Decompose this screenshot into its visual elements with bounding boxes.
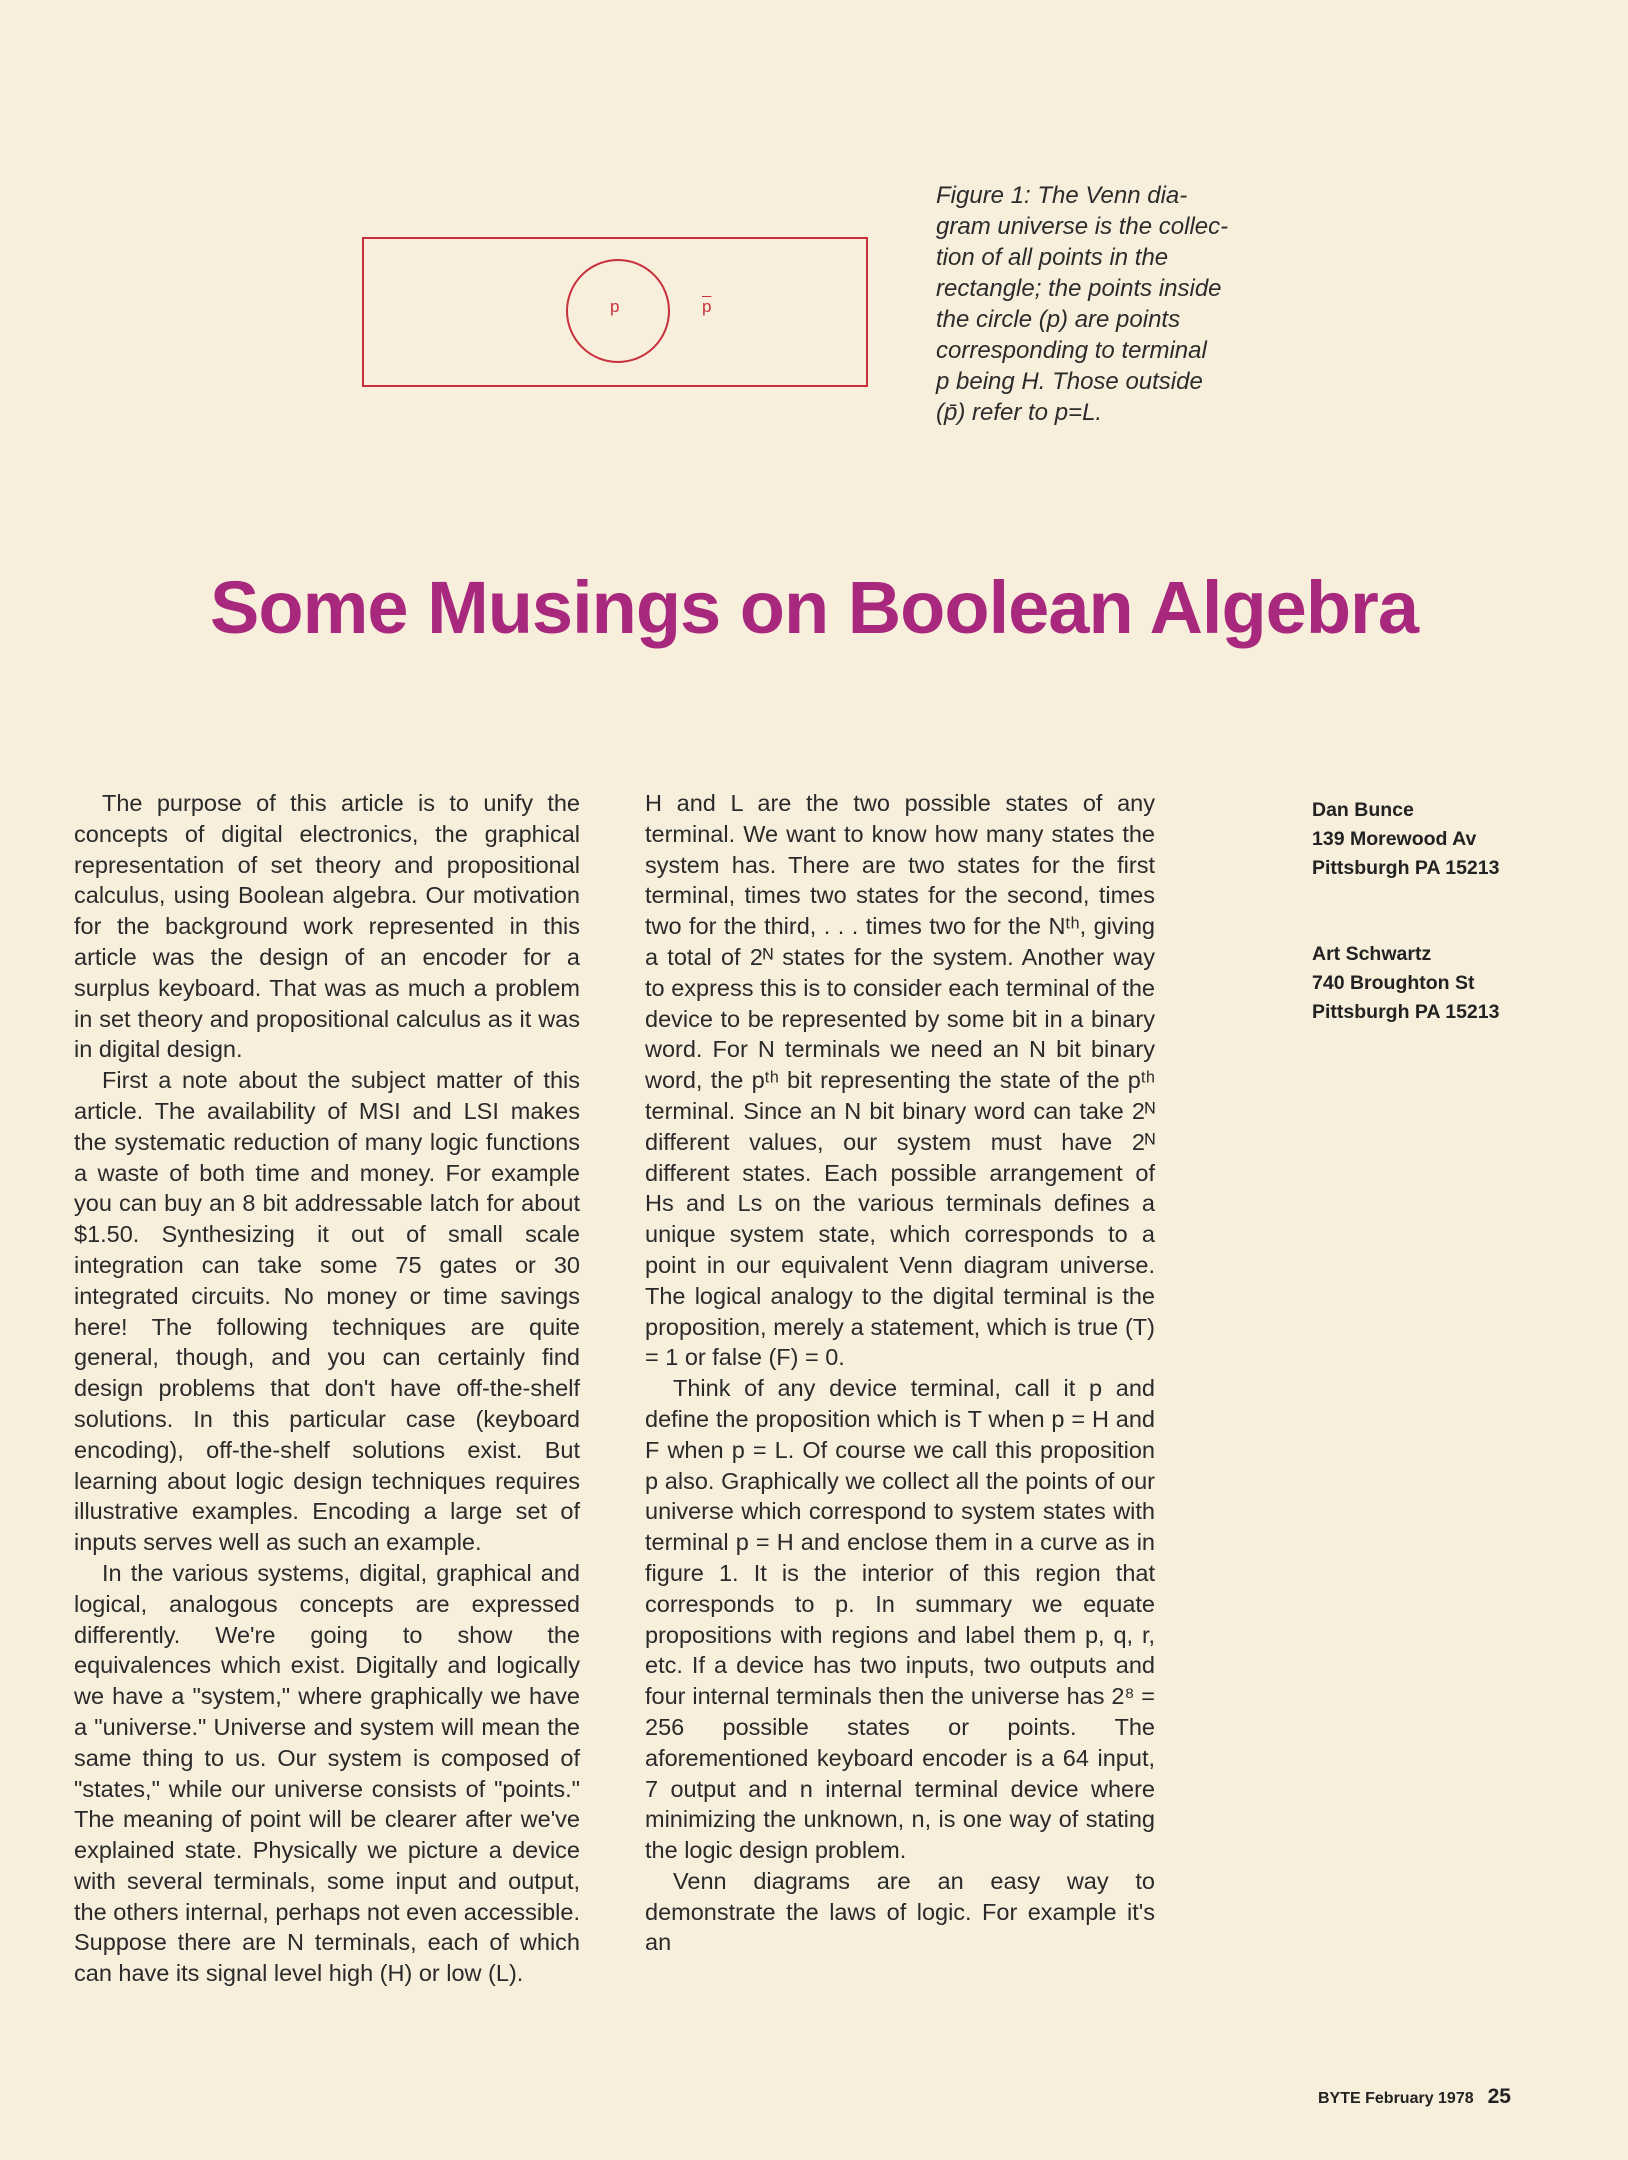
author-city: Pittsburgh PA 15213 — [1312, 857, 1500, 879]
author-block-2 — [1312, 940, 1499, 1027]
caption-line: the circle (p) are points — [936, 306, 1181, 333]
caption-line: (p̄) refer to p=L. — [936, 399, 1103, 426]
paragraph: H and L are the two possible states of any terminal. We want to know how many states the system has. There are two states for the first terminal, times two states for the second, times two for the third, . . . times two for the Nᵗʰ, giving a total of 2ᴺ states for the system. Another way to express this is to consider each terminal of the device to be represented by some bit in a binary word. For N terminals we need an N bit binary word, the pᵗʰ bit representing the state of the pᵗʰ terminal. Since an N bit binary word can take 2ᴺ different values, our system must have 2ᴺ different states. Each possible arrangement of Hs and Ls on the various terminals defines a unique system state, which corresponds to a point in our equivalent Venn diagram universe. The logical analogy to the digital terminal is the proposition, merely a statement, which is true (T) = 1 or false (F) = 0. — [645, 790, 1155, 1371]
author-city: Pittsburgh PA 15213 — [1312, 1001, 1500, 1023]
paragraph: Venn diagrams are an easy way to demonstrate the laws of logic. For example it's an — [645, 1867, 1155, 1956]
author-name: Art Schwartz — [1312, 943, 1432, 965]
page-number: 25 — [1487, 2085, 1511, 2108]
caption-line: tion of all points in the — [936, 244, 1169, 271]
caption-line: p being H. Those outside — [936, 368, 1203, 395]
venn-label-p: p — [610, 297, 620, 316]
article-column-1 — [74, 788, 580, 1989]
paragraph: In the various systems, digital, graphical and logical, analogous concepts are expressed differently. We're going to show the equivalences which exist. Digitally and logically we have a "system," where graphically we have a "universe." Universe and system will mean the same thing to us. Our system is composed of "states," while our universe consists of "points." The meaning of point will be clearer after we've explained state. Physically we picture a device with several terminals, some input and output, the others internal, perhaps not even accessible. Suppose there are N terminals, each of which can have its signal level high (H) or low (L). — [74, 1559, 580, 1987]
page-footer — [1318, 2085, 1511, 2109]
caption-line: rectangle; the points inside — [936, 275, 1222, 302]
author-street: 740 Broughton St — [1312, 972, 1475, 994]
venn-universe-rectangle — [362, 237, 868, 387]
venn-label-not-p: $\overline{p}$ — [702, 297, 712, 316]
caption-line: gram universe is the collec- — [936, 213, 1229, 240]
paragraph: Think of any device terminal, call it p and define the proposition which is T when p = H and F when p = L. Of course we call this proposition p also. Graphically we collect all the points of our universe which correspond to system states with terminal p = H and enclose them in a curve as in figure 1. It is the interior of this region that corresponds to p. In summary we equate propositions with regions and label them p, q, r, etc. If a device has two inputs, two outputs and four internal terminals then the universe has 2⁸ = 256 possible states or points. The aforementioned keyboard encoder is a 64 input, 7 output and n internal terminal device where minimizing the unknown, n, is one way of stating the logic design problem. — [645, 1375, 1155, 1864]
article-column-2 — [645, 788, 1155, 1958]
author-street: 139 Morewood Av — [1312, 828, 1477, 850]
author-block-1 — [1312, 796, 1499, 883]
figure-caption — [936, 180, 1258, 428]
caption-line: Figure 1: The Venn dia- — [936, 182, 1188, 209]
caption-line: corresponding to terminal — [936, 337, 1207, 364]
publication-name: BYTE February 1978 — [1318, 2090, 1474, 2107]
paragraph: First a note about the subject matter of this article. The availability of MSI and LSI makes the systematic reduction of many logic functions a waste of both time and money. For example you can buy an 8 bit addressable latch for about $1.50. Synthesizing it out of small scale integration can take some 75 gates or 30 integrated circuits. No money or time savings here! The following techniques are quite general, though, and you can certainly find design problems that don't have off-the-shelf solutions. In this particular case (keyboard encoding), off-the-shelf solutions exist. But learning about logic design techniques requires illustrative examples. Encoding a large set of inputs serves well as such an example. — [74, 1067, 580, 1556]
author-name: Dan Bunce — [1312, 799, 1414, 821]
paragraph: The purpose of this article is to unify the concepts of digital electronics, the graphical representation of set theory and propositional calculus, using Boolean algebra. Our motivation for the background work represented in this article was the design of an encoder for a surplus keyboard. That was as much a problem in set theory and propositional calculus as it was in digital design. — [74, 790, 580, 1063]
article-title: Some Musings on Boolean Algebra — [210, 566, 1418, 649]
